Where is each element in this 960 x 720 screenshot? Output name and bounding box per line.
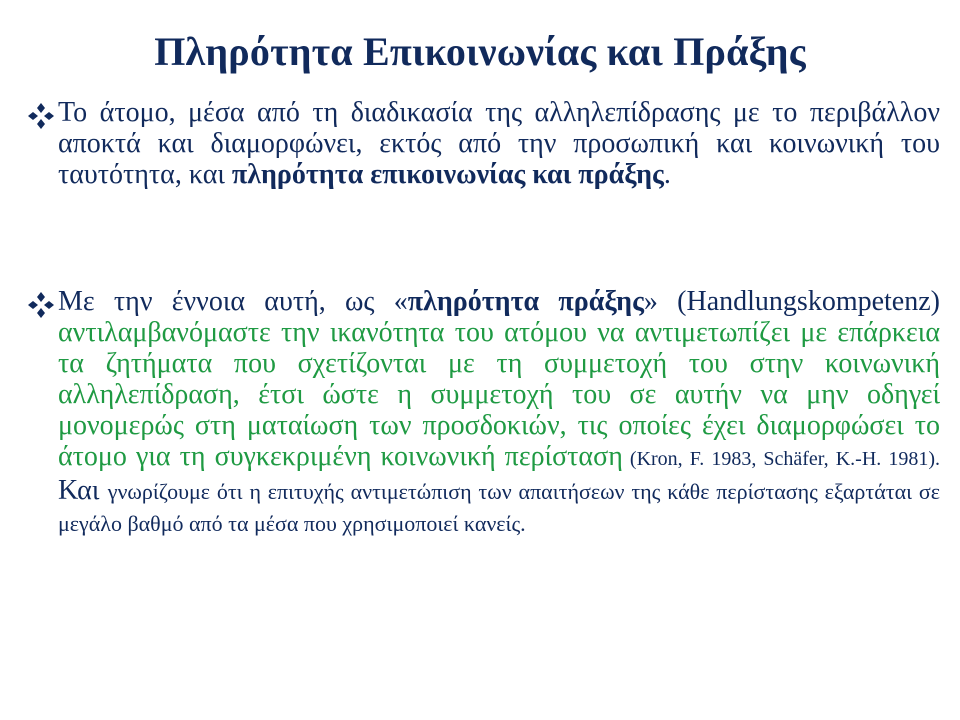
bullet-2 — [26, 286, 940, 539]
slide-title: Πληρότητα Επικοινωνίας και Πράξης — [154, 29, 806, 74]
bullet-2-text-b: » (Handlungskompetenz) — [643, 286, 940, 317]
bullet-2-bold-term: πληρότητα πράξης — [407, 286, 644, 317]
bullet-1-bold-term: πληρότητα επικοινωνίας και πράξης — [231, 159, 664, 190]
diamond-cluster-icon — [26, 290, 56, 320]
bullet-2-text — [58, 286, 940, 539]
diamond-cluster-icon — [26, 101, 56, 131]
bullet-2-citation: (Kron, F. 1983, Schäfer, K.-H. 1981). — [622, 448, 941, 470]
bullet-2-tail-big: Και — [58, 475, 100, 506]
bullet-2-green-text: αντιλαμβανόμαστε την ικανότητα του ατόμου να αντιμετωπίζει με επάρκεια τα ζητήματα που σχετίζονται με τη συμμετοχή του στην κοινωνική αλληλεπίδραση, έτσι ώστε η συμμετοχή του σε αυτήν να μην οδηγεί μονομερώς στη ματαίωση των προσδοκιών, τις οποίες έχει διαμορφώσει το άτομο για τη συγκεκριμένη κοινωνική περίσταση — [58, 317, 940, 472]
bullet-1-text-b: . — [663, 159, 671, 190]
bullet-2-tail-small: γνωρίζουμε ότι η επιτυχής αντιμετώπιση των απαιτήσεων της κάθε περίστασης εξαρτάται σε μεγάλο βαθμό από τα μέσα που χρησιμοποιεί κανείς. — [58, 479, 940, 536]
bullet-1-text — [58, 97, 940, 190]
bullet-1 — [26, 97, 940, 190]
bullet-1-text-a: Το άτομο, μέσα από τη διαδικασία της αλληλεπίδρασης με το περιβάλλον αποκτά και διαμορφώνει, εκτός από την προσωπική και κοινωνική του ταυτότητα, και — [58, 97, 940, 190]
bullet-2-text-a: Με την έννοια αυτή, ως « — [58, 286, 408, 317]
